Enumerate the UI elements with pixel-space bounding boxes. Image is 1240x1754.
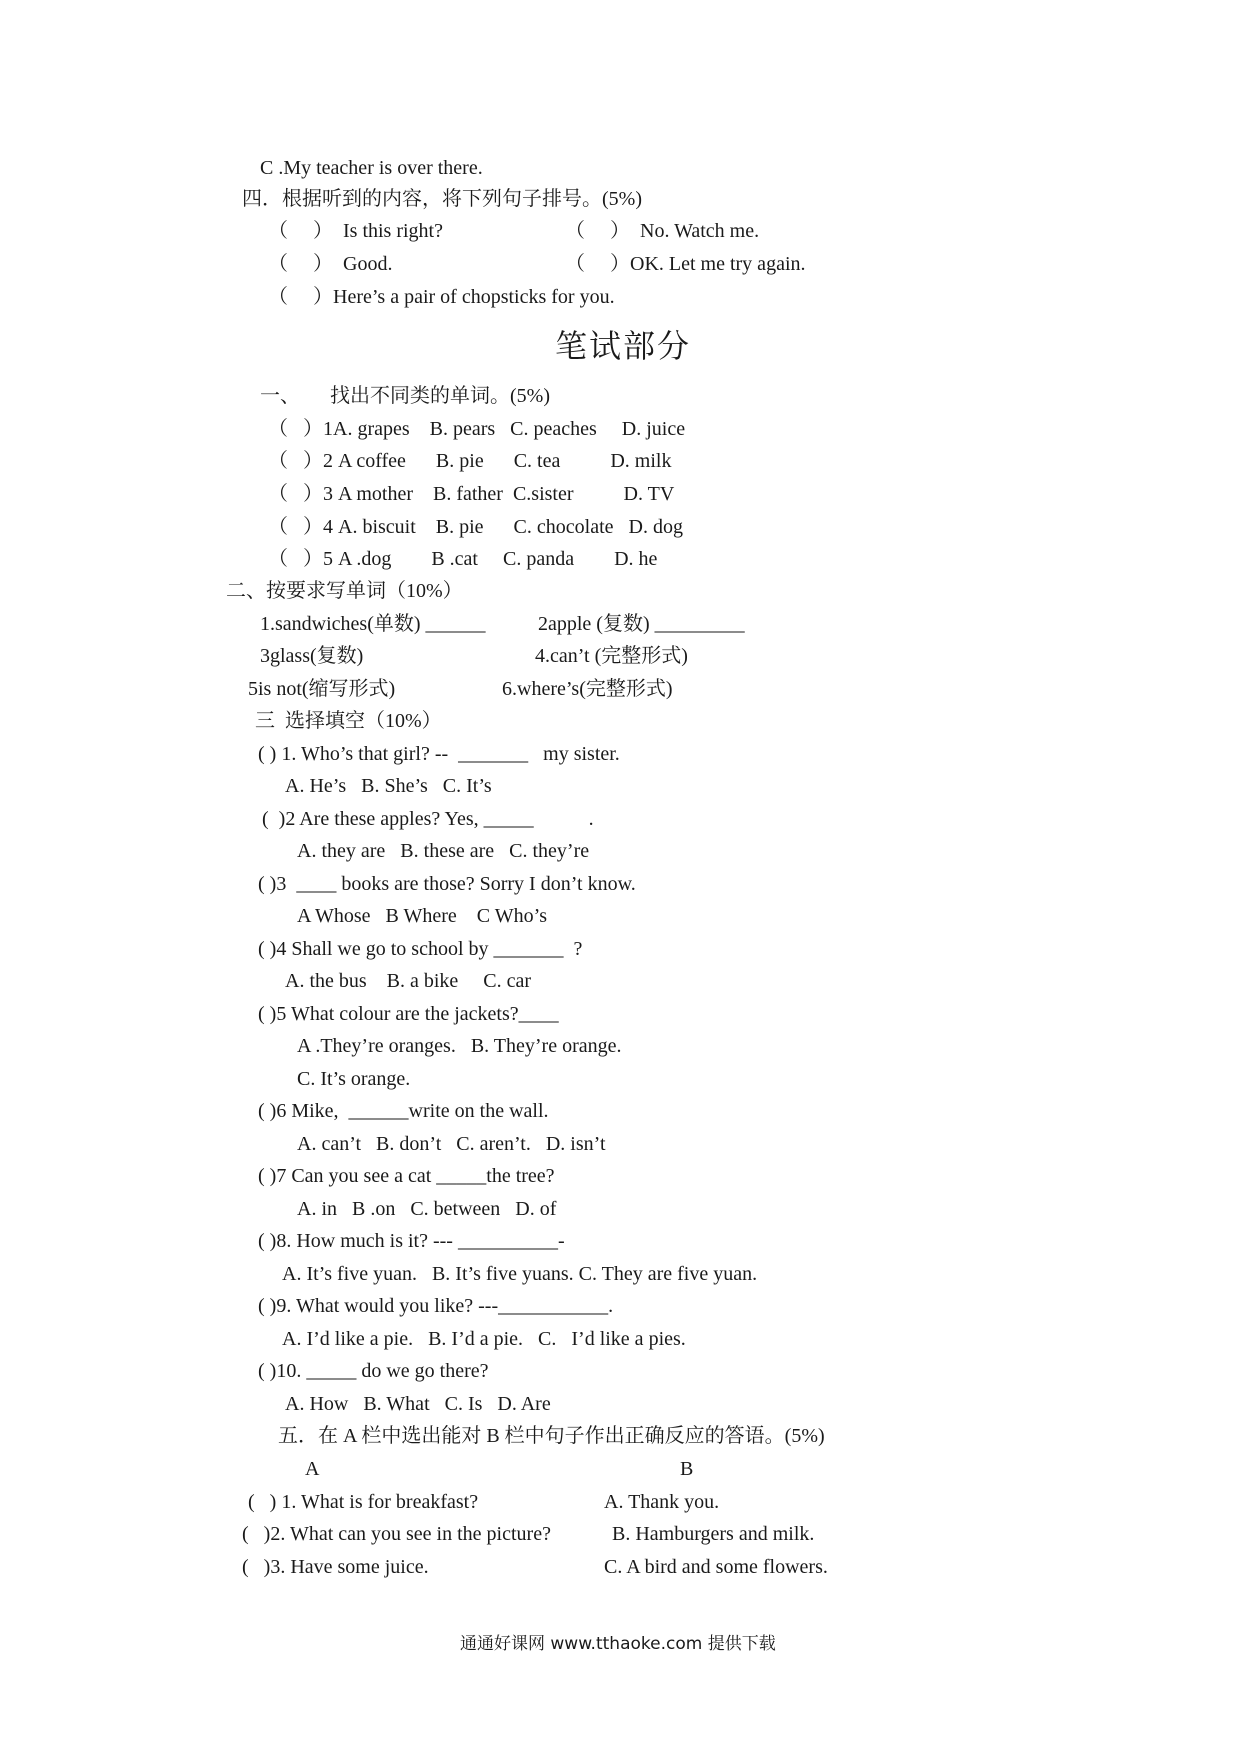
choice-question: ( )7 Can you see a cat _____the tree?: [258, 1165, 555, 1187]
matching-question: ( ) 1. What is for breakfast?: [248, 1491, 479, 1513]
choice-question: ( )3 ____ books are those? Sorry I don’t know.: [258, 873, 636, 895]
choice-options: A. I’d like a pie. B. I’d a pie. C. I’d like a pies.: [282, 1328, 686, 1350]
odd-word-item: （ ）5 A .dog B .cat C. panda D. he: [268, 548, 658, 570]
download-footer: 通通好课网 www.tthaoke.com 提供下载: [460, 1634, 776, 1654]
section-5-header: 五．在 A 栏中选出能对 B 栏中句子作出正确反应的答语。(5%): [278, 1425, 825, 1447]
ordering-item: （ ）OK. Let me try again.: [565, 253, 806, 275]
choice-options: A. It’s five yuan. B. It’s five yuans. C. They are five yuan.: [282, 1263, 758, 1285]
matching-answer: C. A bird and some flowers.: [604, 1556, 828, 1578]
word-form-item: 3glass(复数): [260, 645, 364, 667]
choice-question: ( )5 What colour are the jackets?____: [258, 1003, 559, 1025]
choice-options: A Whose B Where C Who’s: [297, 905, 547, 927]
section-2-header: 二、按要求写单词（10%）: [226, 580, 463, 602]
choice-options: A. How B. What C. Is D. Are: [285, 1393, 551, 1415]
choice-question: ( )4 Shall we go to school by _______ ?: [258, 938, 583, 960]
ordering-item: （ ） Is this right?: [268, 220, 443, 242]
odd-word-item: （ ）1A. grapes B. pears C. peaches D. juice: [268, 418, 686, 440]
section-3-header: 三 选择填空（10%）: [255, 710, 442, 732]
word-form-item: 1.sandwiches(单数) ______: [260, 613, 486, 635]
choice-question: ( )2 Are these apples? Yes, _____ .: [262, 808, 594, 830]
word-form-item: 4.can’t (完整形式): [535, 645, 688, 667]
ordering-item: （ ）Here’s a pair of chopsticks for you.: [268, 286, 615, 308]
ordering-item: （ ） Good.: [268, 253, 393, 275]
column-b-label: B: [680, 1458, 694, 1480]
choice-question: ( )8. How much is it? --- __________-: [258, 1230, 565, 1252]
choice-options: A. can’t B. don’t C. aren’t. D. isn’t: [297, 1133, 606, 1155]
section-1-header: 一、 找出不同类的单词。(5%): [260, 385, 550, 407]
option-line: C .My teacher is over there.: [260, 157, 483, 179]
odd-word-item: （ ）4 A. biscuit B. pie C. chocolate D. dog: [268, 516, 683, 538]
choice-options: C. It’s orange.: [297, 1068, 411, 1090]
odd-word-item: （ ）2 A coffee B. pie C. tea D. milk: [268, 450, 672, 472]
choice-question: ( )10. _____ do we go there?: [258, 1360, 489, 1382]
choice-options: A. the bus B. a bike C. car: [285, 970, 532, 992]
matching-question: ( )2. What can you see in the picture?: [242, 1523, 551, 1545]
choice-question: ( )6 Mike, ______write on the wall.: [258, 1100, 549, 1122]
column-a-label: A: [305, 1458, 320, 1480]
word-form-item: 2apple (复数) _________: [538, 613, 745, 635]
choice-question: ( ) 1. Who’s that girl? -- _______ my sister.: [258, 743, 620, 765]
choice-options: A. in B .on C. between D. of: [297, 1198, 557, 1220]
choice-options: A. He’s B. She’s C. It’s: [285, 775, 492, 797]
matching-answer: B. Hamburgers and milk.: [612, 1523, 815, 1545]
odd-word-item: （ ）3 A mother B. father C.sister D. TV: [268, 483, 675, 505]
choice-question: ( )9. What would you like? ---___________.: [258, 1295, 614, 1317]
word-form-item: 5is not(缩写形式): [248, 678, 396, 700]
ordering-item: （ ） No. Watch me.: [565, 220, 760, 242]
choice-options: A. they are B. these are C. they’re: [297, 840, 590, 862]
matching-answer: A. Thank you.: [604, 1491, 720, 1513]
section-4-header: 四．根据听到的内容，将下列句子排号。(5%): [242, 188, 642, 210]
written-part-title: 笔试部分: [555, 328, 692, 364]
choice-options: A .They’re oranges. B. They’re orange.: [297, 1035, 622, 1057]
word-form-item: 6.where’s(完整形式): [502, 678, 673, 700]
matching-question: ( )3. Have some juice.: [242, 1556, 429, 1578]
